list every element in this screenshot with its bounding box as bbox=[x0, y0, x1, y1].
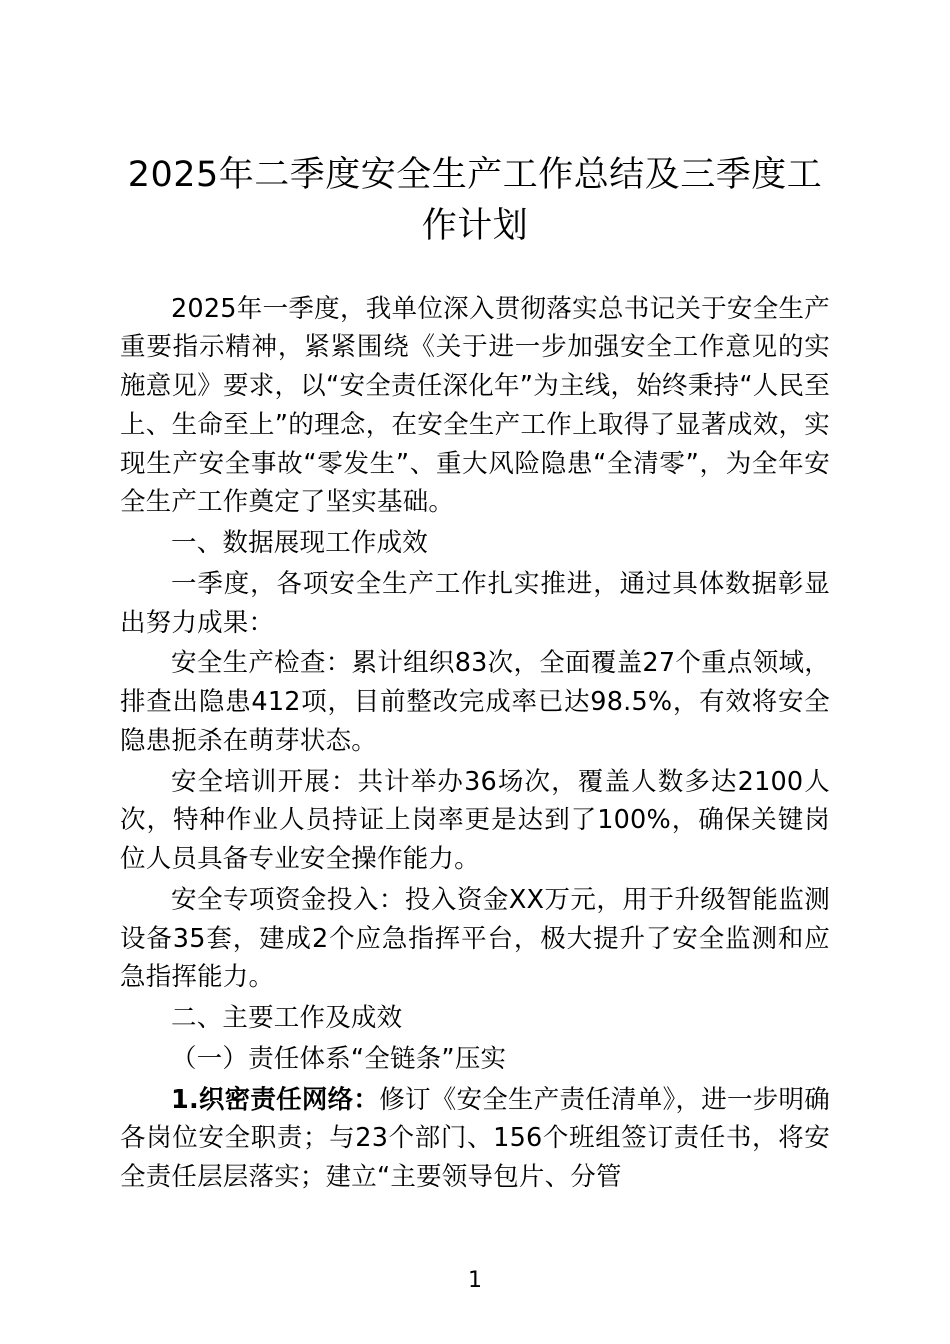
paragraph-responsibility-network bbox=[120, 1081, 830, 1197]
heading-section-1: 一、数据展现工作成效 bbox=[171, 528, 429, 558]
paragraph-intro: 2025年一季度，我单位深入贯彻落实总书记关于安全生产重要指示精神，紧紧围绕《关于进一步加强安全工作意见的实施意见》要求，以“安全责任深化年”为主线，始终秉持“人民至上、生命至上”的理念，在安全生产工作上取得了显著成效，实现生产安全事故“零发生”、重大风险隐患“全清零”，为全年安全生产工作奠定了坚实基础。 bbox=[120, 293, 830, 518]
paragraph-special-funding: 安全专项资金投入：投入资金XX万元，用于升级智能监测设备35套，建成2个应急指挥平台，极大提升了安全监测和应急指挥能力。 bbox=[120, 884, 830, 993]
paragraph-safety-training: 安全培训开展：共计举办36场次，覆盖人数多达2100人次，特种作业人员持证上岗率更是达到了100%，确保关键岗位人员具备专业安全操作能力。 bbox=[120, 766, 830, 874]
paragraph-section-1-lead: 一季度，各项安全生产工作扎实推进，通过具体数据彰显出努力成果： bbox=[120, 568, 830, 638]
page-number: 1 bbox=[468, 1268, 482, 1293]
page-title: 2025年二季度安全生产工作总结及三季度工作计划 bbox=[127, 155, 823, 246]
paragraph-item-label: 1.织密责任网络： bbox=[171, 1084, 380, 1115]
heading-section-2: 二、主要工作及成效 bbox=[171, 1003, 403, 1033]
heading-section-2-1: （一）责任体系“全链条”压实 bbox=[171, 1043, 507, 1074]
paragraph-safety-inspection: 安全生产检查：累计组织83次，全面覆盖27个重点领域，排查出隐患412项，目前整改完成率已达98.5%，有效将安全隐患扼杀在萌芽状态。 bbox=[120, 648, 830, 756]
paragraph-item-text: 修订《安全生产责任清单》，进一步明确各岗位安全职责；与23个部门、156个班组签订责任书，将安全责任层层落实；建立“主要领导包片、分管 bbox=[120, 1084, 830, 1192]
